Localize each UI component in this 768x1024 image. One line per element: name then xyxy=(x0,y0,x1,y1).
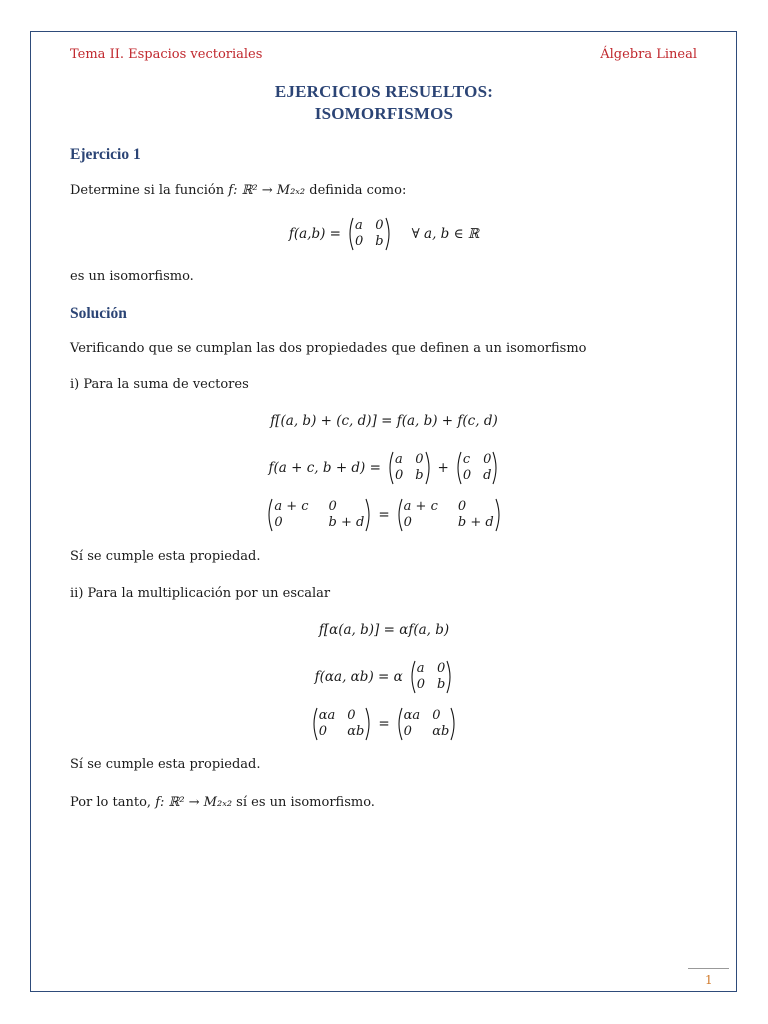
document-title: EJERCICIOS RESUELTOS: xyxy=(274,82,494,101)
left-paren xyxy=(396,498,403,532)
left-paren xyxy=(266,498,273,532)
right-paren xyxy=(365,498,372,532)
header-topic: Tema II. Espacios vectoriales xyxy=(70,47,263,62)
solution-intro: Verificando que se cumplan las dos propiedades que definen a un isomorfismo xyxy=(70,341,587,356)
left-paren xyxy=(347,217,354,251)
part2-matrix-a: a 0 0 b xyxy=(409,660,454,694)
part1-matrix-sum-left: a + c 0 0 b + d xyxy=(266,498,372,532)
definition-matrix: a 0 0 b xyxy=(347,217,392,251)
part2-equation1: f[α(a, b)] = αf(a, b) xyxy=(318,622,450,638)
part2-matrix-right: αa 0 0 αb xyxy=(396,707,458,741)
left-paren xyxy=(455,451,462,485)
part2-matrix-left: αa 0 0 αb xyxy=(311,707,373,741)
conclusion: Por lo tanto, f: ℝ² → M₂ₓ₂ sí es un isomorfismo. xyxy=(70,795,375,810)
left-paren xyxy=(387,451,394,485)
right-paren xyxy=(446,660,453,694)
part1-matrix-b: c 0 0 d xyxy=(455,451,500,485)
part2-equation3: αa 0 0 αb = αa 0 0 αb xyxy=(0,707,768,745)
definition-equation xyxy=(0,217,768,251)
part1-equation1: f[(a, b) + (c, d)] = f(a, b) + f(c, d) xyxy=(270,413,498,429)
map-notation: f: ℝ² → M₂ₓ₂ xyxy=(228,183,306,198)
exercise-closing: es un isomorfismo. xyxy=(70,269,194,284)
page-number: 1 xyxy=(705,973,713,987)
prompt-text-a: Determine si la función xyxy=(70,183,229,198)
part2-result: Sí se cumple esta propiedad. xyxy=(70,757,261,772)
left-paren xyxy=(396,707,403,741)
document-subtitle: ISOMORFISMOS xyxy=(314,104,454,123)
part1-equation3: a + c 0 0 b + d = a + c 0 0 b + d xyxy=(0,498,768,536)
exercise-prompt xyxy=(70,183,406,199)
part1-matrix-sum-right: a + c 0 0 b + d xyxy=(396,498,502,532)
left-paren xyxy=(409,660,416,694)
right-paren xyxy=(425,451,432,485)
footer-rule xyxy=(688,968,729,969)
right-paren xyxy=(492,451,499,485)
header-course: Álgebra Lineal xyxy=(600,47,697,62)
right-paren xyxy=(450,707,457,741)
prompt-text-b: definida como: xyxy=(305,183,407,198)
definition-quantifier: ∀ a, b ∈ ℝ xyxy=(411,226,480,242)
right-paren xyxy=(365,707,372,741)
left-paren xyxy=(311,707,318,741)
exercise-heading: Ejercicio 1 xyxy=(70,146,141,163)
solution-heading: Solución xyxy=(70,305,127,322)
part1-label: i) Para la suma de vectores xyxy=(70,377,249,392)
part1-matrix-a: a 0 0 b xyxy=(387,451,432,485)
part2-equation2: f(αa, αb) = α a 0 0 b xyxy=(0,660,768,694)
right-paren xyxy=(385,217,392,251)
part1-equation2: f(a + c, b + d) = a 0 0 b + c 0 0 d xyxy=(0,451,768,485)
definition-lhs: f(a,b) = xyxy=(288,226,341,242)
part2-label: ii) Para la multiplicación por un escalar xyxy=(70,586,331,601)
conclusion-map: f: ℝ² → M₂ₓ₂ xyxy=(155,795,233,810)
right-paren xyxy=(495,498,502,532)
part1-result: Sí se cumple esta propiedad. xyxy=(70,549,261,564)
